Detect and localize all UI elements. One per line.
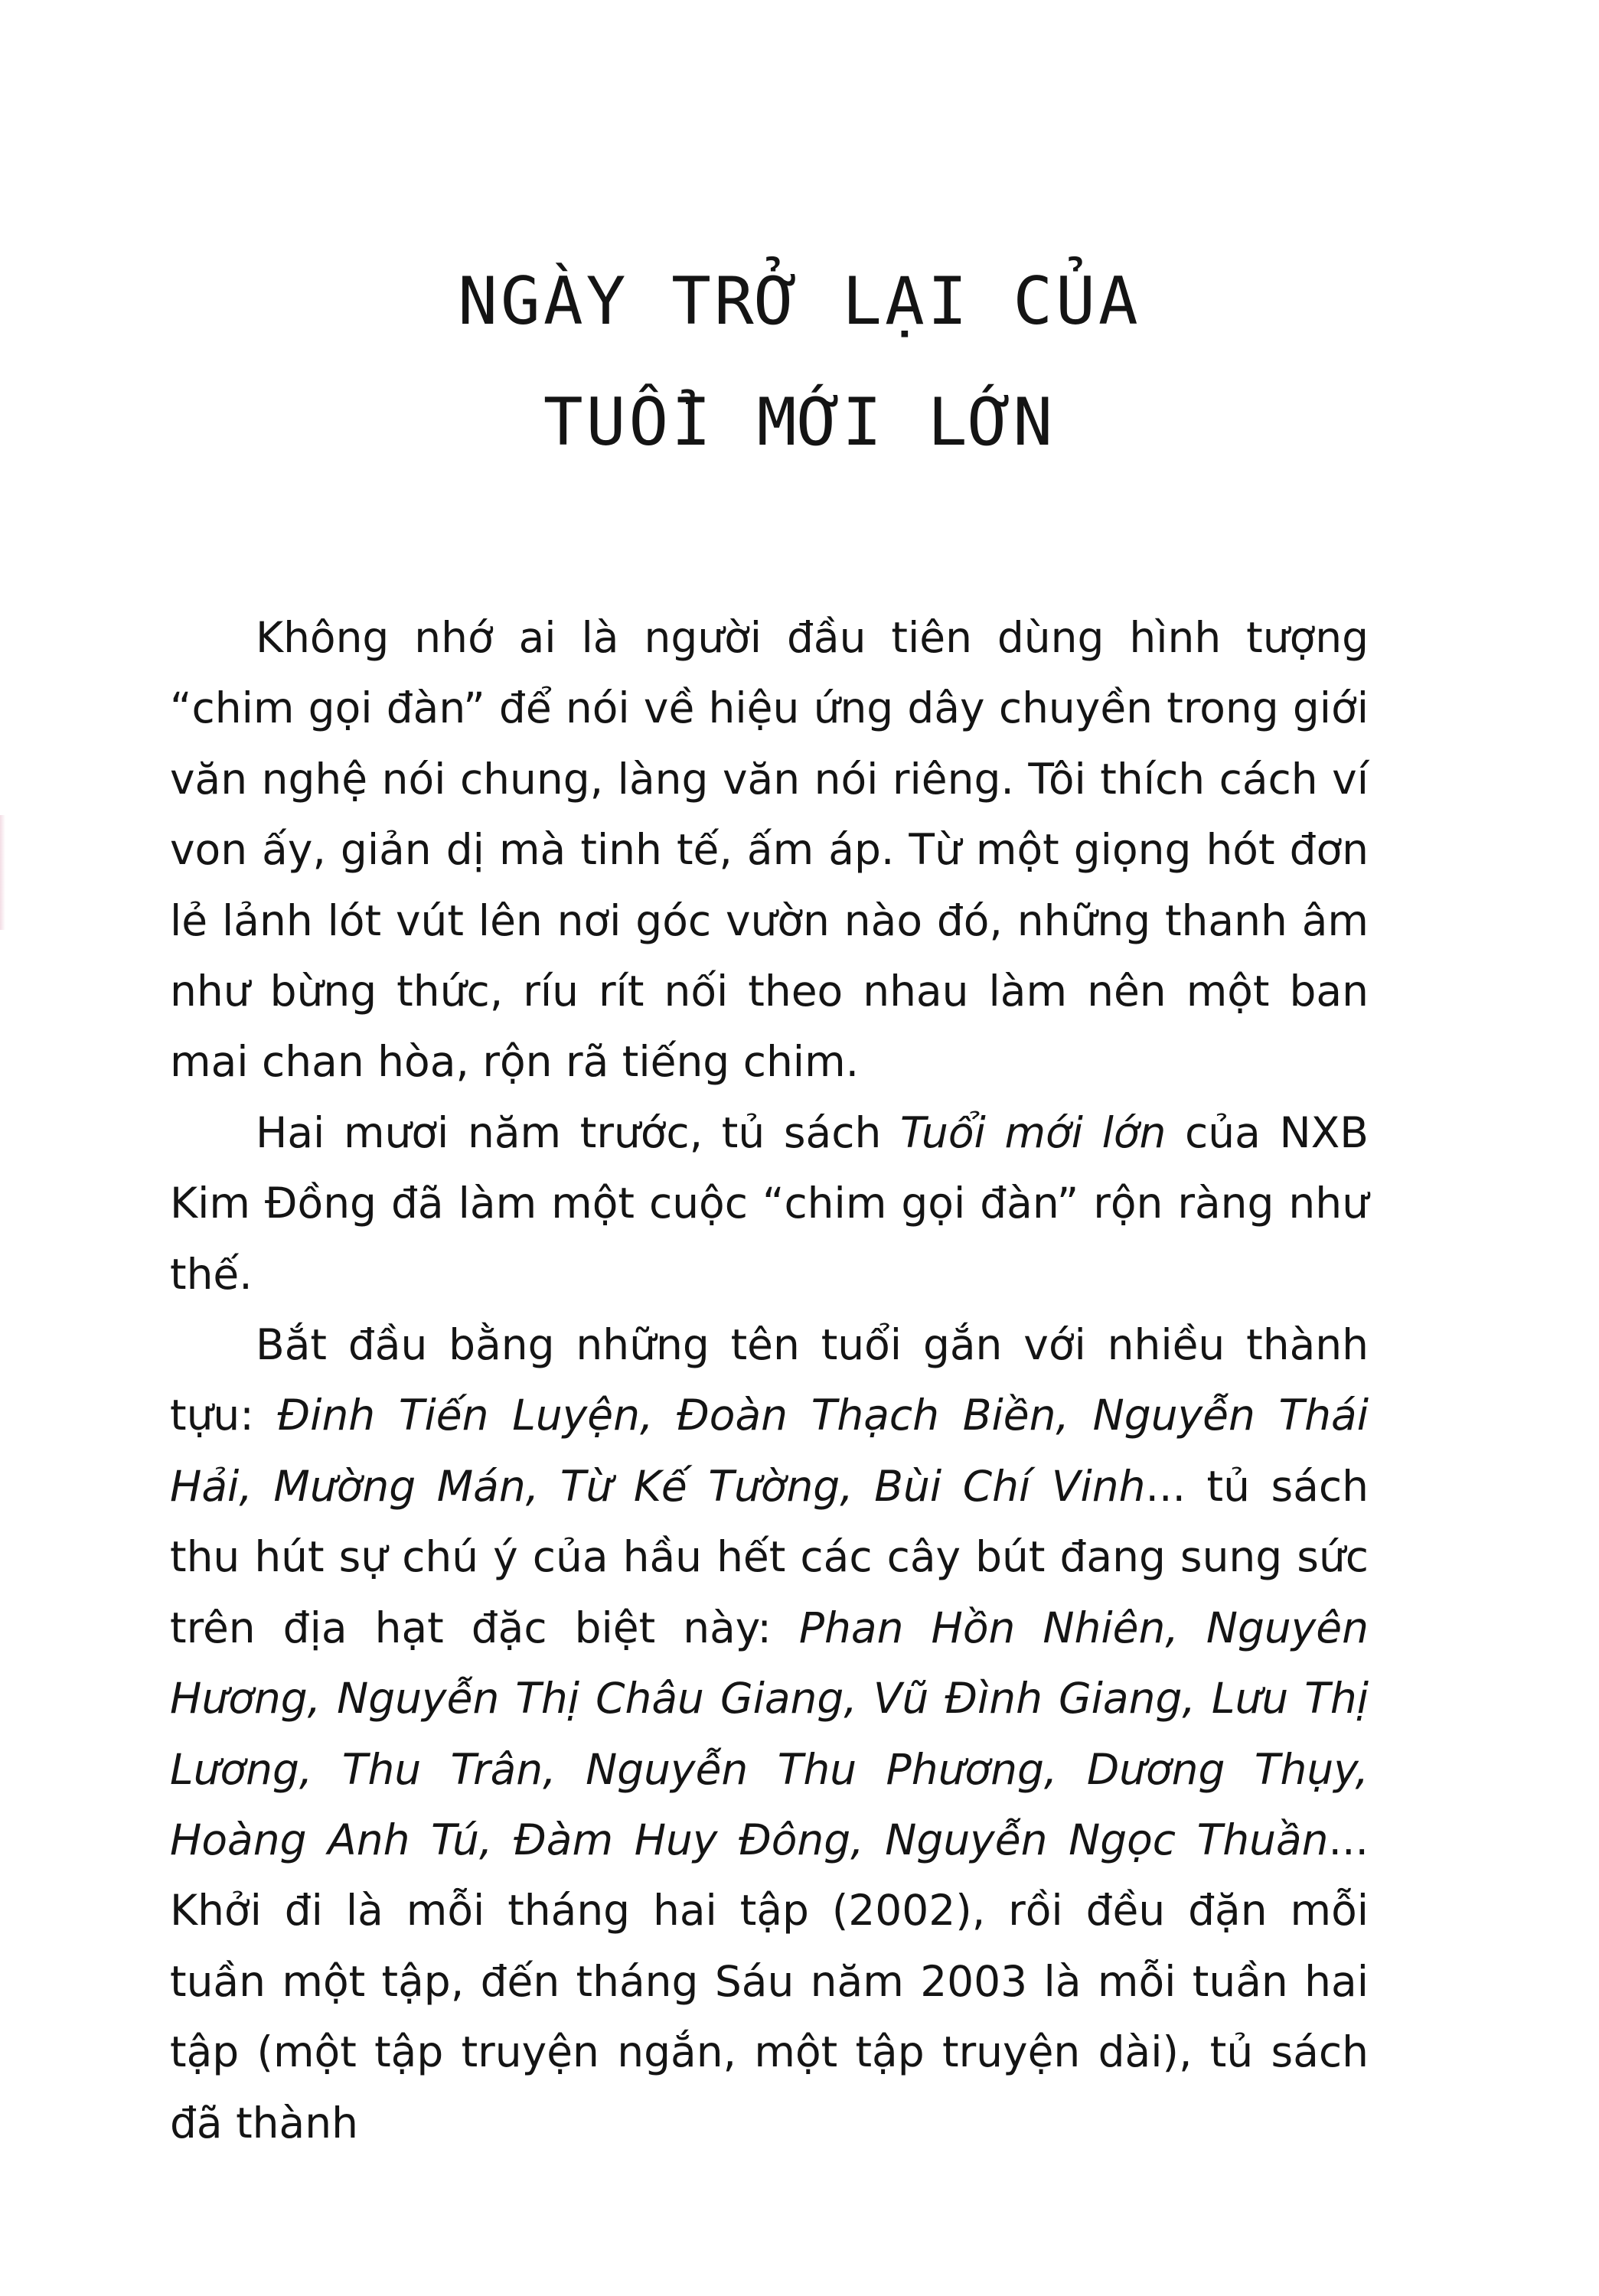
paragraph-3 (170, 1309, 1369, 2158)
chapter-title-line-1: NGÀY TRỞ LẠI CỦA (458, 263, 1141, 340)
author-names-emerging: Phan Hồn Nhiên, Nguyên Hương, Nguyễn Thị Châu Giang, Vũ Đình Giang, Lưu Thị Lương, Thu Trân, Nguyễn Thu Phương, Dương Thụy, Hoàng Anh Tú, Đàm Huy Đông, Nguyễn Ngọc Thuần (170, 1603, 1369, 1864)
page-edge-mark (0, 815, 5, 930)
paragraph-text: Không nhớ ai là người đầu tiên dùng hình tượng “chim gọi đàn” để nói về hiệu ứng dây chuyền trong giới văn nghệ nói chung, làng văn nói riêng. Tôi thích cách ví von ấy, giản dị mà tinh tế, ấm áp. Từ một giọng hót đơn lẻ lảnh lót vút lên nơi góc vườn nào đó, những thanh âm như bừng thức, ríu rít nối theo nhau làm nên một ban mai chan hòa, rộn rã tiếng chim. (170, 613, 1369, 1087)
paragraph-text: Hai mươi năm trước, tủ sách (256, 1107, 900, 1157)
paragraph-text: ... tủ sách thu hút sự chú ý của hầu hết các cây bút đang sung sức trên địa hạt đặc biệt này: (170, 1461, 1369, 1652)
paragraph-2 (170, 1097, 1369, 1309)
body-text (170, 602, 1369, 2158)
paragraph-text: của NXB Kim Đồng đã làm một cuộc “chim gọi đàn” rộn ràng như thế. (170, 1107, 1369, 1299)
book-series-title: Tuổi mới lớn (899, 1107, 1167, 1157)
chapter-title-line-2: TUỔI MỚI LỚN (543, 384, 1056, 461)
author-names-established: Đinh Tiến Luyện, Đoàn Thạch Biền, Nguyễn Thái Hải, Mường Mán, Từ Kế Tường, Bùi Chí Vinh (170, 1391, 1369, 1511)
paragraph-text: ... Khởi đi là mỗi tháng hai tập (2002), rồi đều đặn mỗi tuần một tập, đến tháng Sáu năm 2003 là mỗi tuần hai tập (một tập truyện ngắn, một tập truyện dài), tủ sách đã thành (170, 1815, 1369, 2148)
paragraph-1 (170, 602, 1369, 1097)
chapter-title (0, 241, 1599, 483)
paragraph-text: Bắt đầu bằng những tên tuổi gắn với nhiều thành tựu: (170, 1320, 1369, 1440)
